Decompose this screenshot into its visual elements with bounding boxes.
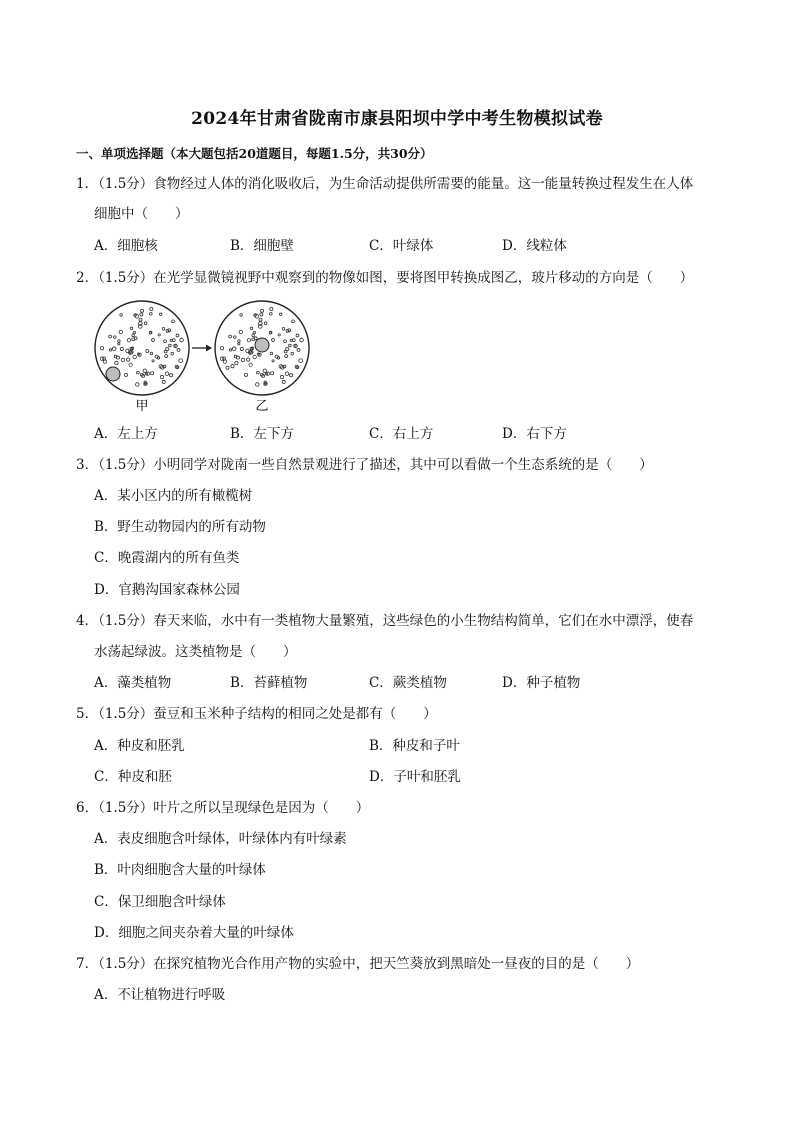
question-6-option-d: D．细胞之间夹杂着大量的叶绿体 [94, 925, 294, 941]
question-6-option-c: C．保卫细胞含叶绿体 [94, 894, 226, 910]
question-4-stem: 4．（1.5分）春天来临，水中有一类植物大量繁殖，这些绿色的小生物结构简单，它们在水中漂浮，使春 [76, 613, 694, 629]
question-2-option-a: A．左上方 [94, 426, 158, 442]
question-2-option-d: D．右下方 [502, 426, 567, 442]
question-6-option-b: B．叶肉细胞含大量的叶绿体 [94, 862, 266, 878]
question-1-option-a: A．细胞核 [94, 238, 158, 254]
question-6-option-a: A．表皮细胞含叶绿体，叶绿体内有叶绿素 [94, 831, 347, 847]
question-4-option-b: B．苔藓植物 [230, 675, 308, 691]
question-7-option-a: A．不让植物进行呼吸 [94, 987, 226, 1003]
question-4-option-c: C．蕨类植物 [369, 675, 447, 691]
microscope-figure [90, 298, 320, 418]
target-cell-jia [106, 367, 120, 381]
question-2-option-c: C．右上方 [369, 426, 434, 442]
question-1-stem: 1．（1.5分）食物经过人体的消化吸收后，为生命活动提供所需要的能量。这一能量转换过程发生在人体 [76, 176, 694, 192]
figure-label-yi: 乙 [255, 399, 269, 414]
question-1-stem-cont: 细胞中（ ） [94, 206, 189, 222]
question-2-stem: 2．（1.5分）在光学显微镜视野中观察到的物像如图，要将图甲转换成图乙，玻片移动的方向是（ ） [76, 270, 694, 286]
question-4-stem-cont: 水荡起绿波。这类植物是（ ） [94, 644, 297, 660]
arrow-icon [192, 345, 212, 352]
question-1-option-b: B．细胞壁 [230, 238, 294, 254]
question-4-option-d: D．种子植物 [502, 675, 581, 691]
question-1-option-c: C．叶绿体 [369, 238, 434, 254]
question-3-option-c: C．晚霞湖内的所有鱼类 [94, 550, 240, 566]
question-3-option-d: D．官鹅沟国家森林公园 [94, 582, 240, 598]
question-3-option-a: A．某小区内的所有橄榄树 [94, 488, 253, 504]
section-heading: 一、单项选择题（本大题包括20道题目，每题1.5分，共30分） [76, 146, 433, 161]
question-1-option-d: D．线粒体 [502, 238, 567, 254]
figure-label-jia: 甲 [135, 399, 149, 414]
question-4-option-a: A．藻类植物 [94, 675, 172, 691]
question-2-option-b: B．左下方 [230, 426, 294, 442]
question-3-stem: 3．（1.5分）小明同学对陇南一些自然景观进行了描述，其中可以看做一个生态系统的是（ ） [76, 457, 653, 473]
question-5-option-a: A．种皮和胚乳 [94, 738, 185, 754]
question-5-stem: 5．（1.5分）蚕豆和玉米种子结构的相同之处是都有（ ） [76, 706, 437, 722]
exam-title: 2024年甘肃省陇南市康县阳坝中学中考生物模拟试卷 [191, 109, 603, 129]
question-5-option-c: C．种皮和胚 [94, 769, 172, 785]
question-7-stem: 7．（1.5分）在探究植物光合作用产物的实验中，把天竺葵放到黑暗处一昼夜的目的是（ ） [76, 956, 640, 972]
question-5-option-b: B．种皮和子叶 [369, 738, 460, 754]
question-5-option-d: D．子叶和胚乳 [369, 769, 461, 785]
question-3-option-b: B．野生动物园内的所有动物 [94, 519, 266, 535]
field-of-view-yi [215, 301, 309, 395]
target-cell-yi [255, 338, 269, 352]
field-of-view-jia [95, 301, 189, 395]
question-6-stem: 6．（1.5分）叶片之所以呈现绿色是因为（ ） [76, 800, 370, 816]
